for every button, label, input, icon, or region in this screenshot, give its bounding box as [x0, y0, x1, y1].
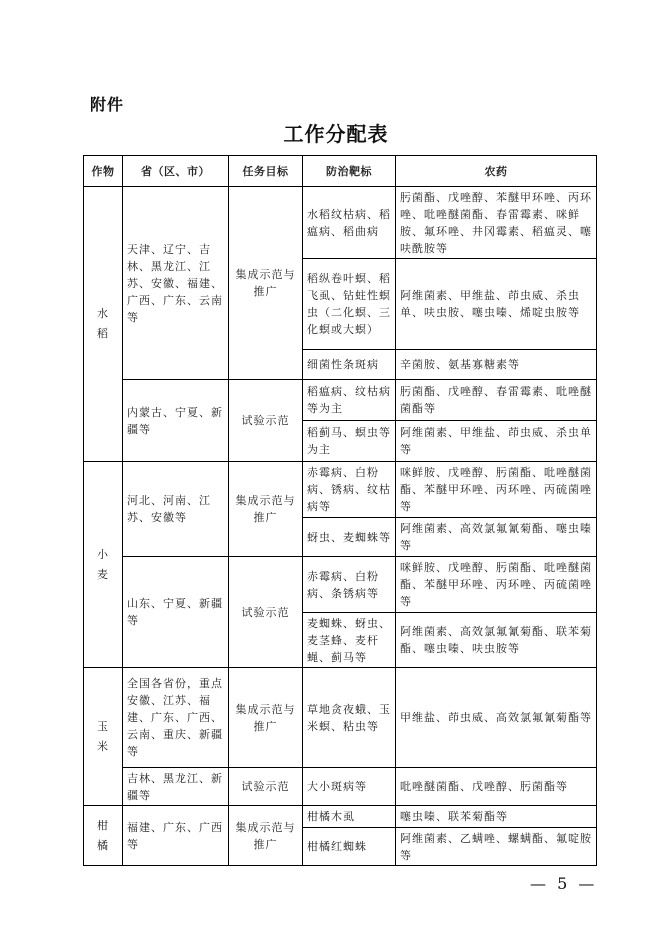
pest-cell: 水稻纹枯病、稻瘟病、稻曲病 — [303, 187, 396, 259]
pest-cell: 蚜虫、麦蜘蛛等 — [303, 518, 396, 557]
pesticide-cell: 阿维菌素、乙螨唑、螺螨酯、氟啶胺等 — [396, 828, 597, 866]
pesticide-cell: 咪鲜胺、戊唑醇、肟菌酯、吡唑醚菌酯、苯醚甲环唑、丙环唑、丙硫菌唑等 — [396, 462, 597, 518]
pesticide-cell: 阿维菌素、高效氯氟氰菊酯、联苯菊酯、噻虫嗪、呋虫胺等 — [396, 613, 597, 668]
pest-cell: 大小斑病等 — [303, 768, 396, 806]
pest-cell: 柑橘木虱 — [303, 806, 396, 828]
region-cell: 内蒙古、宁夏、新疆等 — [123, 380, 229, 462]
task-goal-cell: 试验示范 — [229, 380, 303, 462]
crop-corn — [84, 668, 123, 806]
task-goal-cell: 集成示范与推广 — [229, 806, 303, 866]
task-goal-cell: 集成示范与推广 — [229, 462, 303, 557]
pest-cell: 稻瘟病、纹枯病等为主 — [303, 380, 396, 421]
table-row — [84, 462, 597, 518]
pesticide-cell: 阿维菌素、甲维盐、茚虫威、杀虫单、呋虫胺、噻虫嗪、烯啶虫胺等 — [396, 259, 597, 350]
pest-cell: 赤霉病、白粉病、条锈病等 — [303, 557, 396, 613]
pesticide-cell: 肟菌酯、戊唑醇、春雷霉素、吡唑醚菌酯等 — [396, 380, 597, 421]
pesticide-cell: 噻虫嗪、联苯菊酯等 — [396, 806, 597, 828]
table-row — [84, 380, 597, 421]
crop-citrus — [84, 806, 123, 866]
header-pest-target: 防治靶标 — [303, 156, 396, 187]
task-goal-cell: 试验示范 — [229, 768, 303, 806]
pesticide-cell: 阿维菌素、高效氯氟氰菊酯、噻虫嗪等 — [396, 518, 597, 557]
attachment-label: 附件 — [90, 95, 125, 114]
task-goal-cell: 集成示范与推广 — [229, 668, 303, 768]
crop-corn-label: 玉 米 — [97, 719, 109, 753]
pesticide-cell: 甲维盐、茚虫威、高效氯氟氰菊酯等 — [396, 668, 597, 768]
region-cell: 山东、宁夏、新疆等 — [123, 557, 229, 668]
pest-cell: 稻蓟马、螟虫等为主 — [303, 421, 396, 462]
crop-rice-label: 水 稻 — [97, 307, 109, 340]
work-allocation-table — [83, 155, 597, 866]
page-title: 工作分配表 — [283, 122, 389, 146]
crop-wheat — [84, 462, 123, 668]
pest-cell: 稻纵卷叶螟、稻飞虱、钻蛀性螟虫（二化螟、三化螟或大螟） — [303, 259, 396, 350]
table-row — [84, 806, 597, 828]
crop-citrus-label: 柑 橘 — [97, 818, 109, 852]
pesticide-cell: 肟菌酯、戊唑醇、苯醚甲环唑、丙环唑、吡唑醚菌酯、春雷霉素、咪鲜胺、氟环唑、井冈霉素、稻瘟灵、噻呋酰胺等 — [396, 187, 597, 259]
region-cell: 河北、河南、江苏、安徽等 — [123, 462, 229, 557]
header-pesticide: 农药 — [396, 156, 597, 187]
pest-cell: 草地贪夜蛾、玉米螟、粘虫等 — [303, 668, 396, 768]
header-region: 省（区、市） — [123, 156, 229, 187]
pesticide-cell: 阿维菌素、甲维盐、茚虫威、杀虫单等 — [396, 421, 597, 462]
pest-cell: 麦蜘蛛、蚜虫、麦茎蜂、麦杆蝇、蓟马等 — [303, 613, 396, 668]
table-row — [84, 768, 597, 806]
pest-cell: 细菌性条斑病 — [303, 350, 396, 380]
pest-cell: 柑橘红蜘蛛 — [303, 828, 396, 866]
region-cell: 全国各省份，重点安徽、江苏、福建、广东、广西、云南、重庆、新疆等 — [123, 668, 229, 768]
page-number: — 5 — — [530, 874, 598, 893]
task-goal-cell: 试验示范 — [229, 557, 303, 668]
header-task-goal: 任务目标 — [229, 156, 303, 187]
crop-rice — [84, 187, 123, 462]
region-cell: 吉林、黑龙江、新疆等 — [123, 768, 229, 806]
pesticide-cell: 咪鲜胺、戊唑醇、肟菌酯、吡唑醚菌酯、苯醚甲环唑、丙环唑、丙硫菌唑等 — [396, 557, 597, 613]
table-row — [84, 187, 597, 259]
region-cell: 天津、辽宁、吉林、黑龙江、江苏、安徽、福建、广西、广东、云南等 — [123, 187, 229, 380]
table-row — [84, 557, 597, 613]
pest-cell: 赤霉病、白粉病、锈病、纹枯病等 — [303, 462, 396, 518]
task-goal-cell: 集成示范与推广 — [229, 187, 303, 380]
header-crop: 作物 — [84, 156, 123, 187]
pesticide-cell: 辛菌胺、氨基寡糖素等 — [396, 350, 597, 380]
crop-wheat-label: 小 麦 — [97, 547, 109, 581]
pesticide-cell: 吡唑醚菌酯、戊唑醇、肟菌酯等 — [396, 768, 597, 806]
table-header-row — [84, 156, 597, 187]
table-row — [84, 668, 597, 768]
region-cell: 福建、广东、广西等 — [123, 806, 229, 866]
